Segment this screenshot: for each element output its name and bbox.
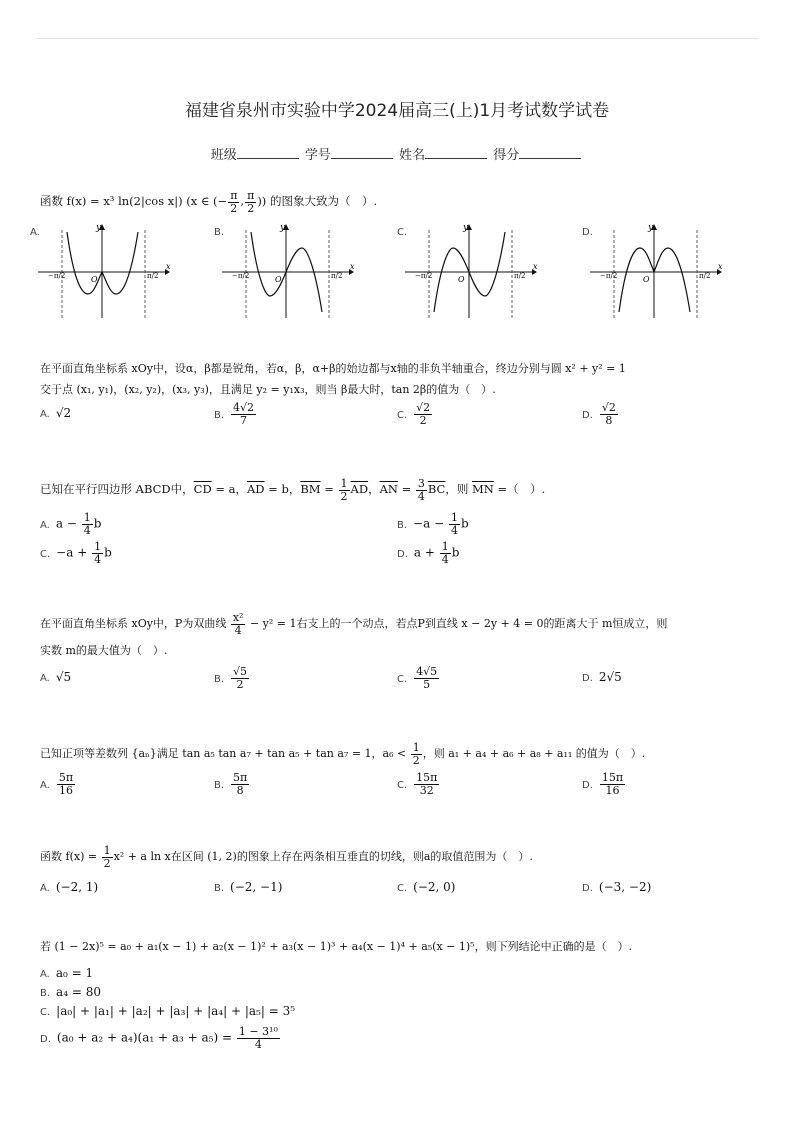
q7-option-b[interactable]: B. a₄ = 80 — [40, 985, 101, 999]
id-blank[interactable] — [331, 146, 393, 159]
name-label: 姓名 — [399, 148, 426, 163]
q1a-neg: −π/2 — [48, 272, 66, 280]
q1c-neg: −π/2 — [415, 272, 433, 280]
q1b-origin: O — [275, 275, 282, 284]
q7-option-a[interactable]: A. a₀ = 1 — [40, 966, 94, 980]
q3-option-d[interactable]: D. a + $\frac{1}{4}$ b — [397, 540, 460, 566]
q7-option-c[interactable]: C. |a₀| + |a₁| + |a₂| + |a₃| + |a₄| + |a₅| = 3⁵ — [40, 1004, 296, 1018]
q4-stem-line1: 在平面直角坐标系 xOy中，P为双曲线 $\frac{\text{x²}}{4}$ − y² = 1右支上的一个动点，若点P到直线 x − 2y + 4 = 0的距离大于 m恒成立，则 — [40, 611, 668, 637]
q2-option-a[interactable]: A. √2 — [40, 406, 72, 420]
q4-option-a[interactable]: A. √5 — [40, 670, 72, 684]
q6-option-d[interactable]: D. (−3, −2) — [582, 880, 652, 894]
q1-frac-a: $\frac{\pi}{2}$ — [230, 189, 238, 215]
score-blank[interactable] — [519, 146, 581, 159]
q2-stem-line2: 交于点 (x₁, y₁)，(x₂, y₂)，(x₃, y₃)，且满足 y₂ = y₁x₃，则当 β最大时，tan 2β的值为（ ）. — [40, 383, 496, 396]
q2-stem-line1: 在平面直角坐标系 xOy中，设α，β都是锐角，若α，β，α+β的始边都与x轴的非负半轴重合，终边分别与圆 x² + y² = 1 — [40, 362, 626, 375]
q6-option-c[interactable]: C. (−2, 0) — [397, 880, 456, 894]
q2-option-c[interactable]: C. $\frac{√2}{2}$ — [397, 401, 431, 427]
q1-label-d: D. — [582, 227, 593, 238]
q1-graph-a[interactable] — [30, 222, 180, 320]
q1d-y-label: y — [648, 223, 654, 233]
q1b-pos: π/2 — [331, 272, 343, 280]
q1c-origin: O — [458, 275, 465, 284]
q1c-y-label: y — [463, 223, 469, 233]
q6-stem: 函数 f(x) = $\frac{1}{2}$ x² + a ln x在区间 (1, 2)的图象上存在两条相互垂直的切线，则a的取值范围为（ ）. — [40, 844, 533, 870]
q1d-neg: −π/2 — [600, 272, 618, 280]
q1b-y-label: y — [280, 223, 286, 233]
q1-graph-d[interactable] — [582, 222, 732, 320]
q3-option-c[interactable]: C. −a + $\frac{1}{4}$ b — [40, 540, 112, 566]
q1c-pos: π/2 — [514, 272, 526, 280]
q3-option-b[interactable]: B. −a − $\frac{1}{4}$ b — [397, 511, 469, 537]
q5-option-a[interactable]: A. $\frac{5\pi}{16}$ — [40, 771, 74, 797]
q1a-origin: O — [91, 275, 98, 284]
q1-stem: 函数 f(x) = x³ ln(2|cos x|) (x ∈ (− $\frac{\pi}{2}$ , $\frac{\pi}{2}$ )) 的图象大致为（ ）. — [40, 189, 378, 215]
q1-graph-c[interactable] — [397, 222, 547, 320]
q2-option-d[interactable]: D. $\frac{√2}{8}$ — [582, 401, 616, 427]
q1-label-b: B. — [214, 227, 225, 238]
q6-option-a[interactable]: A. (−2, 1) — [40, 880, 99, 894]
q5-option-b[interactable]: B. $\frac{5\pi}{8}$ — [214, 771, 248, 797]
page-title: 福建省泉州市实验中学2024届高三(上)1月考试数学试卷 — [184, 101, 610, 121]
q4-stem-line2: 实数 m的最大值为（ ）. — [40, 644, 168, 657]
q7-option-d[interactable]: D. (a₀ + a₂ + a₄)(a₁ + a₃ + a₅) = $\frac{\text{1 − 3¹⁰}}{4}$ — [40, 1025, 278, 1051]
score-label: 得分 — [493, 148, 520, 163]
q7-stem: 若 (1 − 2x)⁵ = a₀ + a₁(x − 1) + a₂(x − 1)² + a₃(x − 1)³ + a₄(x − 1)⁴ + a₅(x − 1)⁵，则下列结论中正确的是（ ）. — [40, 940, 633, 953]
q1b-x-label: x — [350, 262, 355, 271]
q1-frac-b: $\frac{\pi}{2}$ — [247, 189, 255, 215]
name-blank[interactable] — [425, 146, 487, 159]
q4-option-c[interactable]: C. $\frac{4√5}{5}$ — [397, 665, 438, 691]
q1-graph-b[interactable] — [214, 222, 364, 320]
q4-option-d[interactable]: D. 2√5 — [582, 670, 622, 684]
q1d-origin: O — [643, 275, 650, 284]
q1c-x-label: x — [533, 262, 538, 271]
q3-option-a[interactable]: A. a − $\frac{1}{4}$ b — [40, 511, 102, 537]
class-label: 班级 — [210, 148, 237, 163]
q1b-neg: −π/2 — [232, 272, 250, 280]
q6-option-b[interactable]: B. (−2, −1) — [214, 880, 283, 894]
q1-label-c: C. — [397, 227, 408, 238]
q1a-y-label: y — [96, 223, 102, 233]
q1d-pos: π/2 — [699, 272, 711, 280]
q1-label-a: A. — [30, 227, 40, 238]
q1d-x-label: x — [718, 262, 723, 271]
student-info-line — [0, 144, 794, 163]
class-blank[interactable] — [237, 146, 299, 159]
q5-option-c[interactable]: C. $\frac{15\pi}{32}$ — [397, 771, 438, 797]
q1a-x-label: x — [166, 262, 171, 271]
q5-stem: 已知正项等差数列 {aₙ}满足 tan a₅ tan a₇ + tan a₅ + tan a₇ = 1，a₆ < $\frac{1}{2}$ ，则 a₁ + a₄ + a₆ + a₈ + a₁₁ 的值为（ ）. — [40, 741, 646, 767]
top-rule — [36, 38, 758, 39]
q2-option-b[interactable]: B. $\frac{4√2}{7}$ — [214, 401, 255, 427]
q1a-pos: π/2 — [147, 272, 159, 280]
q3-stem: 已知在平行四边形 ABCD中，$\overline{CD} = a$，$\overline{AD} = b$，$\overline{BM}$ = $\frac{1}{2}$ $\overline{AD}$，$\overline{AN}$ = $\frac{3}{4}$ $\overline{BC}$，则 $\overline{MN}$ =（ ）. — [40, 477, 546, 503]
q5-option-d[interactable]: D. $\frac{15\pi}{16}$ — [582, 771, 624, 797]
q4-option-b[interactable]: B. $\frac{√5}{2}$ — [214, 665, 248, 691]
id-label: 学号 — [304, 148, 331, 163]
